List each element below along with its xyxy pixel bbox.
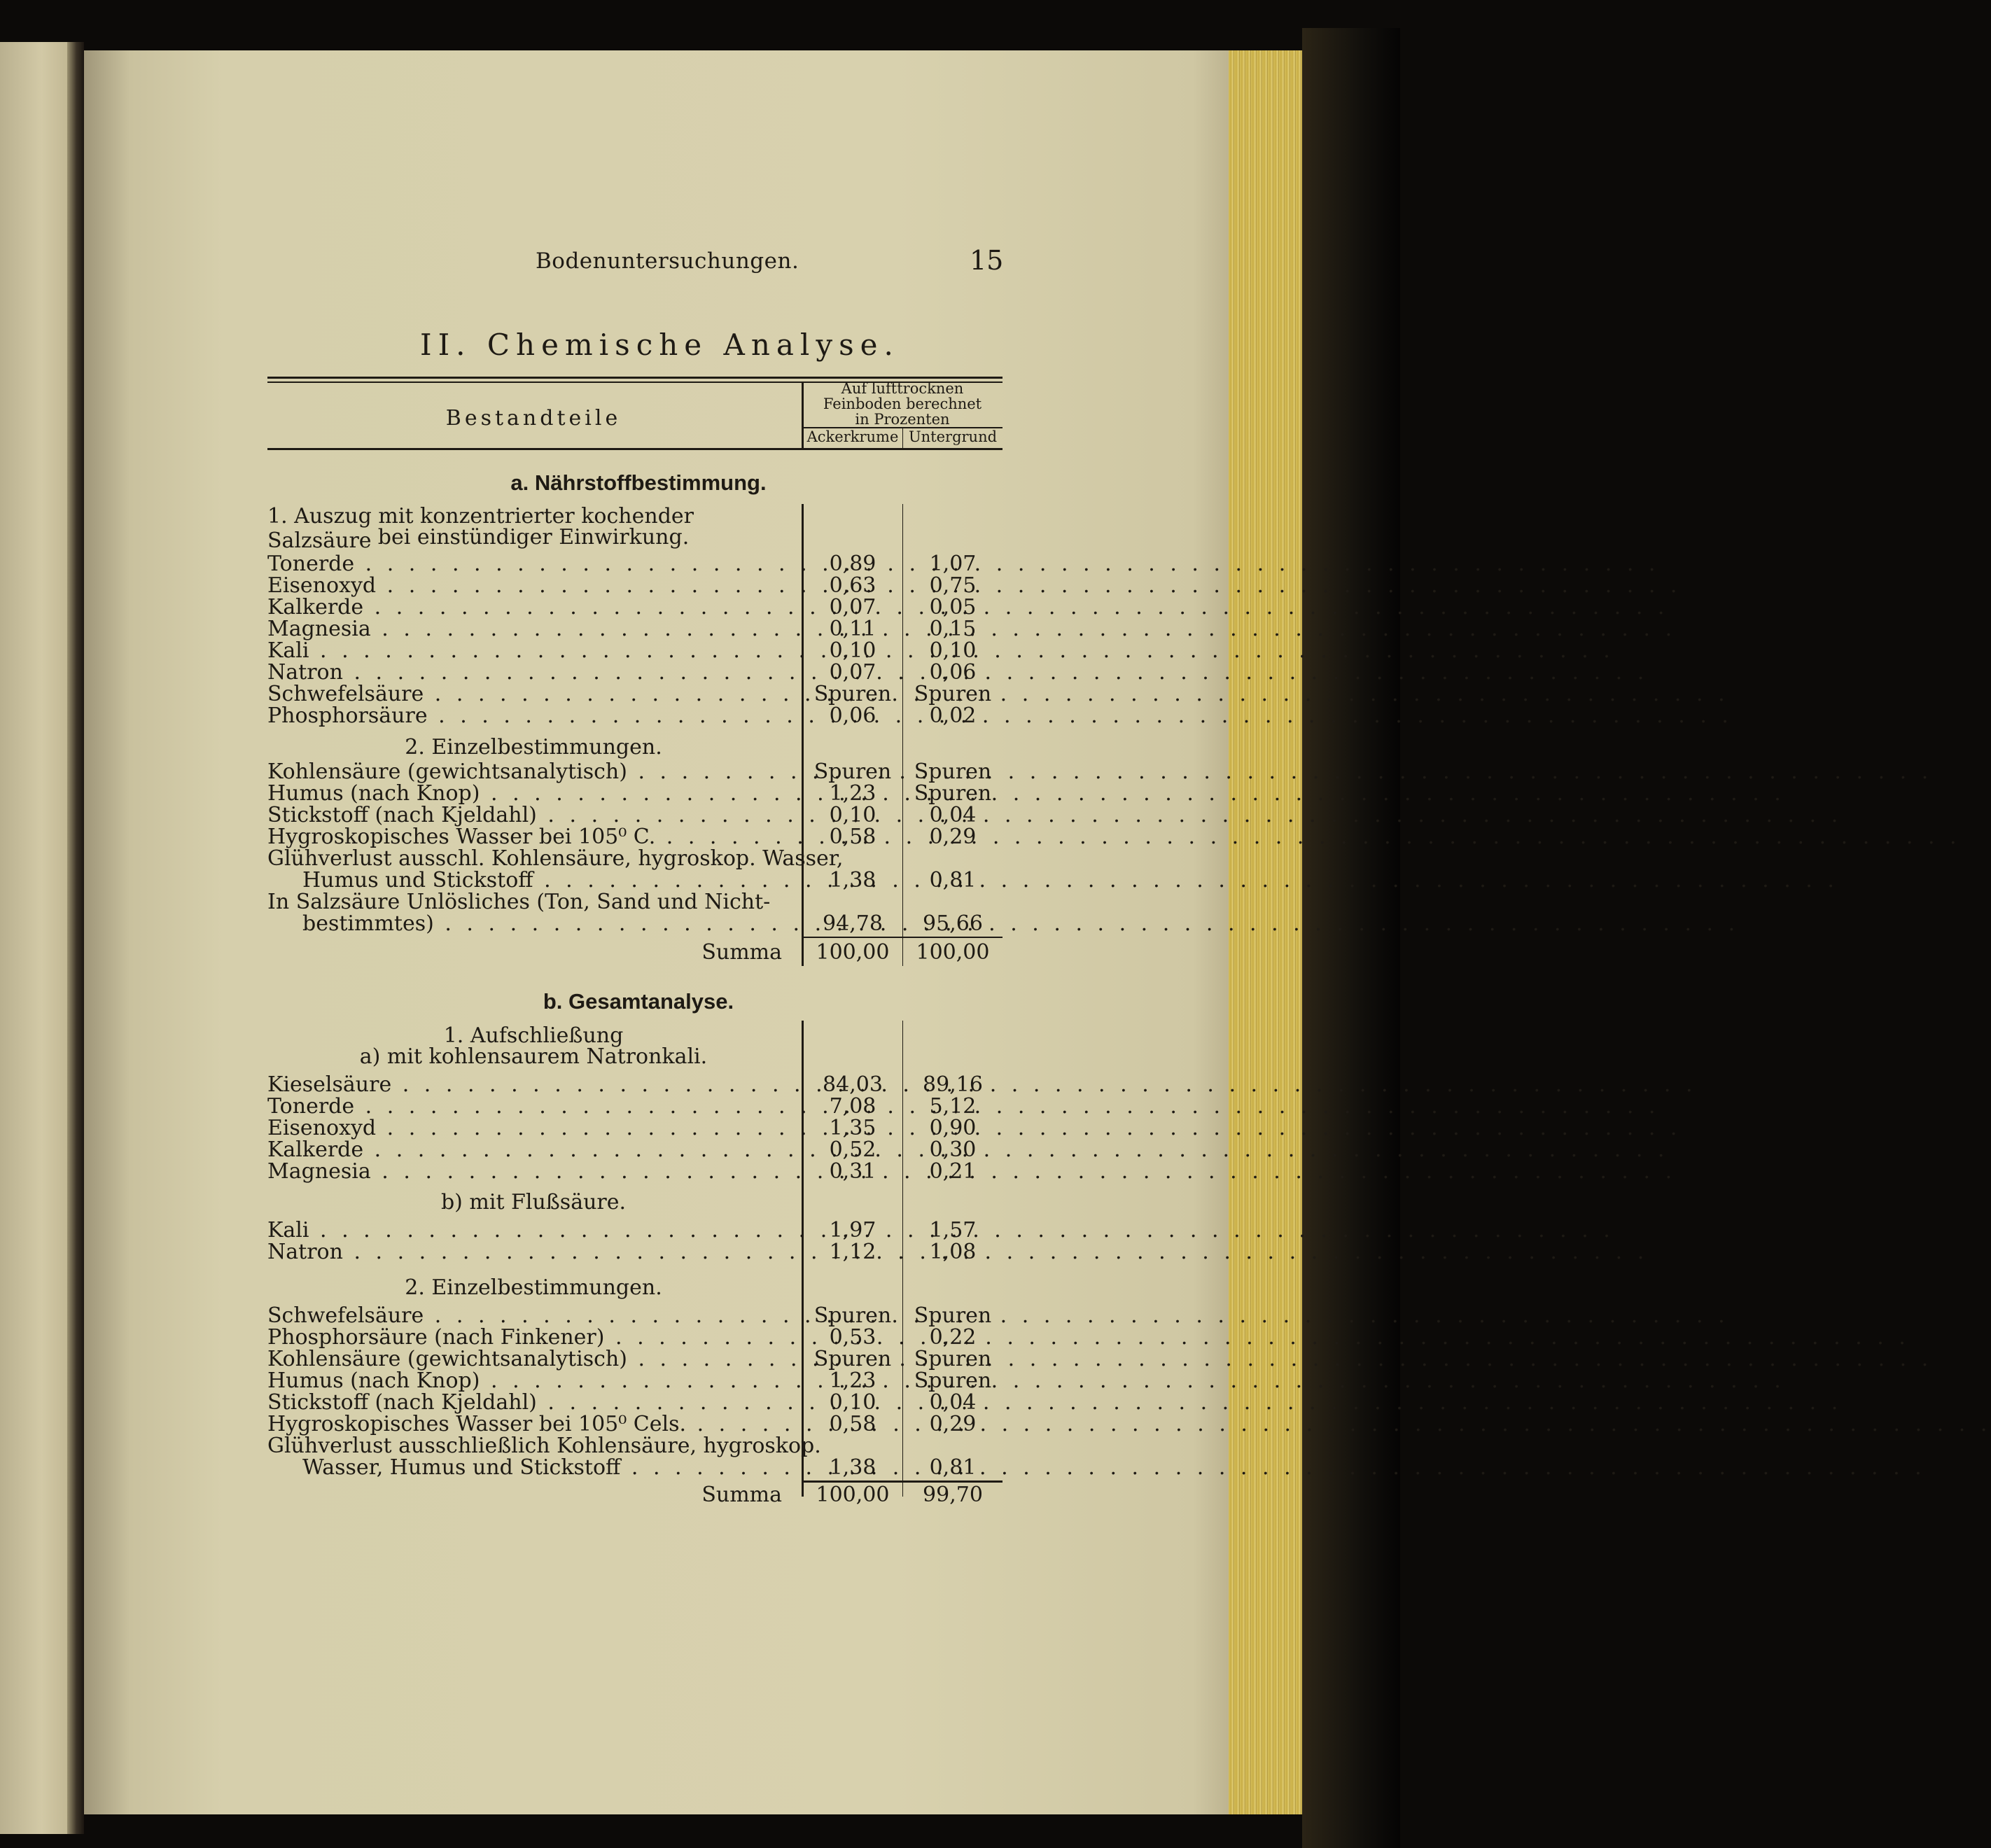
- table-top-rule: [267, 377, 1003, 379]
- subsection-b2: 2. Einzelbestimmungen.: [405, 1275, 662, 1300]
- value-untergrund: 0,02: [929, 704, 977, 728]
- column-header-untergrund: Untergrund: [908, 428, 998, 445]
- value-untergrund: 100,00: [916, 940, 990, 965]
- row-label: Kohlensäure (gewichtsanalytisch) . . .: [267, 1348, 782, 1371]
- value-ackerkrume: 100,00: [816, 940, 890, 965]
- value-ackerkrume: Spuren: [813, 1347, 892, 1371]
- value-untergrund: 0,04: [929, 1390, 977, 1415]
- row-label: Humus und Stickstoff . . .: [302, 869, 782, 892]
- value-untergrund: 89,16: [923, 1072, 983, 1097]
- row-label: Phosphorsäure (nach Finkener) . . .: [267, 1326, 782, 1350]
- group-line-1: Auf lufttrocknen: [841, 380, 964, 397]
- row-label: Natron . . .: [267, 661, 782, 685]
- book-cover: [1302, 28, 1400, 1848]
- table-row: [267, 1434, 1010, 1458]
- book-gutter: [67, 42, 84, 1834]
- column-divider-main-header: [802, 382, 804, 448]
- value-ackerkrume: 0,11: [829, 617, 876, 641]
- value-ackerkrume: 1,35: [829, 1116, 876, 1140]
- column-header-ackerkrume: Ackerkrume: [806, 428, 899, 445]
- value-ackerkrume: 1,23: [829, 1368, 876, 1393]
- value-untergrund: 0,29: [929, 825, 977, 849]
- value-untergrund: 0,29: [929, 1412, 977, 1436]
- value-untergrund: 0,90: [929, 1116, 977, 1140]
- value-untergrund: 0,22: [929, 1325, 977, 1350]
- row-label: Glühverlust ausschließlich Kohlensäure, hygroskop.: [267, 1434, 821, 1458]
- row-label: Humus (nach Knop) . . .: [267, 1369, 782, 1393]
- table-row: [267, 596, 1010, 620]
- value-ackerkrume: 0,07: [829, 660, 876, 685]
- table-row: [267, 1138, 1010, 1162]
- table-row: [267, 782, 1010, 806]
- value-untergrund: 0,81: [929, 868, 977, 892]
- row-label: Kalkerde . . .: [267, 596, 782, 620]
- table-row: [267, 617, 1010, 641]
- value-untergrund: 1,08: [929, 1240, 977, 1264]
- value-ackerkrume: 0,10: [829, 638, 876, 663]
- table-row: [267, 1304, 1010, 1328]
- value-untergrund: Spuren: [914, 682, 992, 706]
- row-label: Stickstoff (nach Kjeldahl) . . .: [267, 1391, 782, 1415]
- value-ackerkrume: 1,38: [829, 868, 876, 892]
- value-untergrund: 0,30: [929, 1138, 977, 1162]
- value-untergrund: 0,04: [929, 803, 977, 827]
- value-ackerkrume: 0,10: [829, 1390, 876, 1415]
- row-label: Kohlensäure (gewichtsanalytisch) . . .: [267, 760, 782, 784]
- value-untergrund: 0,81: [929, 1455, 977, 1480]
- value-untergrund: 0,75: [929, 573, 977, 598]
- group-line-3: in Prozenten: [855, 411, 950, 428]
- column-header-group: [803, 381, 1002, 427]
- table-row: [267, 869, 1010, 892]
- summa-label: Summa: [701, 1483, 782, 1507]
- column-header-bestandteile: Bestandteile: [445, 406, 622, 430]
- table-row: [267, 1095, 1010, 1119]
- table-row: [267, 1348, 1010, 1371]
- section-heading-b: b. Gesamtanalyse.: [543, 989, 734, 1014]
- value-ackerkrume: 0,58: [829, 1412, 876, 1436]
- table-row: [267, 912, 1010, 936]
- value-untergrund: 1,57: [929, 1218, 977, 1242]
- row-label: Humus (nach Knop) . . .: [267, 782, 782, 806]
- table-row: [267, 574, 1010, 598]
- section-heading-a: a. Nährstoffbestimmung.: [510, 470, 767, 495]
- summa-rule-a: [803, 937, 1003, 938]
- row-label: Hygroskopisches Wasser bei 105⁰ C. . . .: [267, 825, 782, 849]
- group-line-2: Feinboden berechnet: [823, 396, 982, 412]
- table-row: [267, 804, 1010, 827]
- row-label: Kalkerde . . .: [267, 1138, 782, 1162]
- summa-row: [267, 941, 1010, 965]
- value-ackerkrume: Spuren: [813, 1303, 892, 1328]
- value-ackerkrume: 1,12: [829, 1240, 876, 1264]
- subsection-b1b: b) mit Flußsäure.: [440, 1190, 627, 1214]
- subsection-a2: 2. Einzelbestimmungen.: [405, 735, 662, 760]
- row-label: bestimmtes) . . .: [302, 912, 782, 936]
- row-label: Natron . . .: [267, 1240, 782, 1264]
- table-row: [267, 825, 1010, 849]
- table-row: [267, 1391, 1010, 1415]
- value-ackerkrume: 94,78: [823, 911, 883, 936]
- table-row: [267, 552, 1010, 576]
- table-row: [267, 760, 1010, 784]
- value-ackerkrume: 0,06: [829, 704, 876, 728]
- row-label: Schwefelsäure . . .: [267, 1304, 782, 1328]
- value-ackerkrume: 0,58: [829, 825, 876, 849]
- row-label: Wasser, Humus und Stickstoff . . .: [302, 1456, 782, 1480]
- subsection-a1-line2: bei einstündiger Einwirkung.: [377, 525, 690, 550]
- value-ackerkrume: 1,23: [829, 781, 876, 806]
- value-untergrund: Spuren: [914, 1368, 992, 1393]
- row-label: Hygroskopisches Wasser bei 105⁰ Cels. . . .: [267, 1413, 782, 1436]
- table-row: [267, 1413, 1010, 1436]
- row-label: Kali . . .: [267, 1219, 782, 1242]
- header-bottom-rule: [267, 448, 1003, 450]
- value-untergrund: 5,12: [929, 1094, 977, 1119]
- summa-row: [267, 1483, 1010, 1507]
- value-untergrund: 99,70: [923, 1483, 983, 1507]
- table-row: [267, 1326, 1010, 1350]
- subsection-b1-line1: 1. Aufschließung: [443, 1023, 624, 1048]
- column-divider-sub-header: [902, 428, 903, 448]
- row-label: In Salzsäure Unlösliches (Ton, Sand und Nicht-: [267, 890, 771, 914]
- value-ackerkrume: 1,38: [829, 1455, 876, 1480]
- row-label: Eisenoxyd . . .: [267, 1116, 782, 1140]
- row-label: Tonerde . . .: [267, 552, 782, 576]
- value-ackerkrume: 0,31: [829, 1159, 876, 1184]
- value-untergrund: 95,66: [923, 911, 983, 936]
- table-row: [267, 661, 1010, 685]
- row-label: Schwefelsäure . . .: [267, 682, 782, 706]
- section-title: II. Chemische Analyse.: [420, 328, 900, 362]
- value-ackerkrume: 0,52: [829, 1138, 876, 1162]
- row-label: Kali . . .: [267, 639, 782, 663]
- value-ackerkrume: 0,63: [829, 573, 876, 598]
- table-row: [267, 847, 1010, 871]
- value-ackerkrume: 7,08: [829, 1094, 876, 1119]
- value-ackerkrume: 84,03: [823, 1072, 883, 1097]
- subsection-b1-line2: a) mit kohlensaurem Natronkali.: [359, 1044, 708, 1069]
- table-row: [267, 1456, 1010, 1480]
- row-label: Magnesia . . .: [267, 617, 782, 641]
- summa-label: Summa: [701, 940, 782, 965]
- row-label: Magnesia . . .: [267, 1160, 782, 1184]
- row-label: Kieselsäure . . .: [267, 1073, 782, 1097]
- table-row: [267, 682, 1010, 706]
- table-row: [267, 890, 1010, 914]
- value-untergrund: 0,05: [929, 595, 977, 620]
- table-row: [267, 1369, 1010, 1393]
- value-untergrund: Spuren: [914, 1347, 992, 1371]
- value-untergrund: 0,21: [929, 1159, 977, 1184]
- table-row: [267, 1240, 1010, 1264]
- running-head: Bodenuntersuchungen.: [536, 248, 799, 274]
- value-untergrund: 0,06: [929, 660, 977, 685]
- table-row: [267, 639, 1010, 663]
- table-row: [267, 1219, 1010, 1242]
- table-row: [267, 1073, 1010, 1097]
- table-row: [267, 1116, 1010, 1140]
- value-ackerkrume: 0,07: [829, 595, 876, 620]
- value-untergrund: 0,15: [929, 617, 977, 641]
- row-label: Tonerde . . .: [267, 1095, 782, 1119]
- table-row: [267, 1160, 1010, 1184]
- page-number: 15: [970, 245, 1004, 276]
- value-ackerkrume: 0,10: [829, 803, 876, 827]
- value-untergrund: Spuren: [914, 1303, 992, 1328]
- row-label: Phosphorsäure . . .: [267, 704, 782, 728]
- value-untergrund: 1,07: [929, 552, 977, 576]
- table-row: [267, 704, 1010, 728]
- value-ackerkrume: 0,53: [829, 1325, 876, 1350]
- value-ackerkrume: Spuren: [813, 682, 892, 706]
- value-untergrund: Spuren: [914, 760, 992, 784]
- row-label: Glühverlust ausschl. Kohlensäure, hygroskop. Wasser,: [267, 846, 844, 871]
- row-label: Stickstoff (nach Kjeldahl) . . .: [267, 804, 782, 827]
- value-untergrund: Spuren: [914, 781, 992, 806]
- value-ackerkrume: 1,97: [829, 1218, 876, 1242]
- value-ackerkrume: 0,89: [829, 552, 876, 576]
- value-ackerkrume: Spuren: [813, 760, 892, 784]
- value-untergrund: 0,10: [929, 638, 977, 663]
- row-label: Eisenoxyd . . .: [267, 574, 782, 598]
- value-ackerkrume: 100,00: [816, 1483, 890, 1507]
- subsection-a1-line1: 1. Auszug mit konzentrierter kochender Salzsäure: [267, 504, 694, 553]
